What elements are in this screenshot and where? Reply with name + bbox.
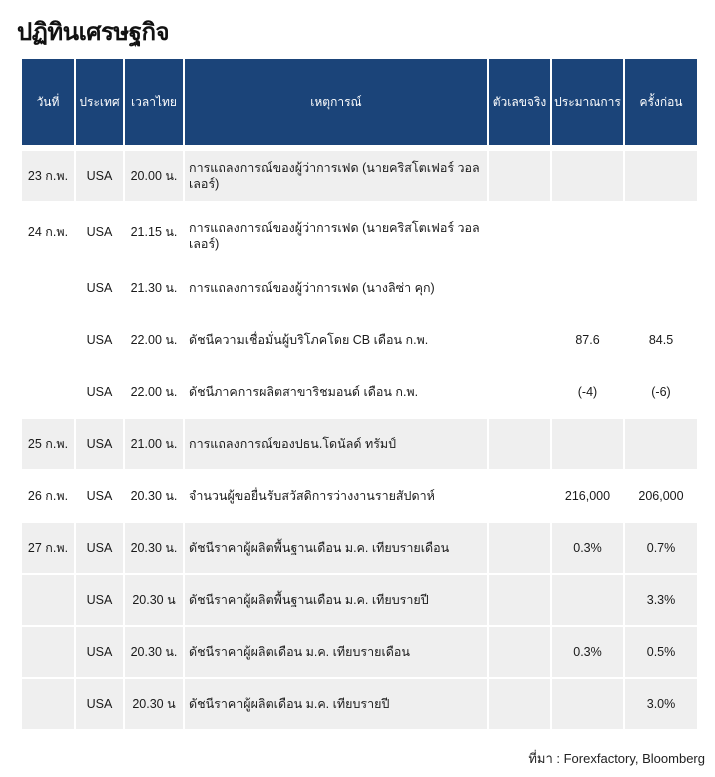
cell-forecast: (-4) — [551, 366, 624, 418]
cell-time: 20.30 น. — [124, 470, 184, 522]
header-country: ประเทศ — [75, 59, 124, 145]
header-event: เหตุการณ์ — [184, 59, 488, 145]
cell-country: USA — [75, 678, 124, 729]
cell-actual — [488, 262, 551, 314]
table-row — [22, 678, 697, 729]
cell-actual — [488, 150, 551, 202]
cell-previous — [624, 418, 697, 470]
cell-time: 20.30 น. — [124, 522, 184, 574]
cell-time: 22.00 น. — [124, 314, 184, 366]
table-row — [22, 202, 697, 262]
cell-event: การแถลงการณ์ของปธน.โดนัลด์ ทรัมป์ — [184, 418, 488, 470]
cell-event: ดัชนีภาคการผลิตสาขาริชมอนด์ เดือน ก.พ. — [184, 366, 488, 418]
cell-event: การแถลงการณ์ของผู้ว่าการเฟด (นางลิซ่า คุก) — [184, 262, 488, 314]
cell-previous: 0.7% — [624, 522, 697, 574]
cell-country: USA — [75, 314, 124, 366]
cell-time: 20.00 น. — [124, 150, 184, 202]
cell-forecast: 87.6 — [551, 314, 624, 366]
cell-event: ดัชนีราคาผู้ผลิตเดือน ม.ค. เทียบรายปี — [184, 678, 488, 729]
cell-country: USA — [75, 470, 124, 522]
cell-time: 20.30 น — [124, 678, 184, 729]
cell-actual — [488, 202, 551, 262]
cell-time: 22.00 น. — [124, 366, 184, 418]
header-date: วันที่ — [22, 59, 75, 145]
table-header-row — [22, 59, 697, 145]
cell-time: 20.30 น — [124, 574, 184, 626]
cell-forecast — [551, 678, 624, 729]
cell-forecast — [551, 262, 624, 314]
cell-event: ดัชนีราคาผู้ผลิตพื้นฐานเดือน ม.ค. เทียบรายเดือน — [184, 522, 488, 574]
cell-date — [22, 262, 75, 314]
table-row — [22, 314, 697, 366]
table-row — [22, 522, 697, 574]
cell-event: ดัชนีความเชื่อมั่นผู้บริโภคโดย CB เดือน ก.พ. — [184, 314, 488, 366]
cell-previous: 206,000 — [624, 470, 697, 522]
cell-event: ดัชนีราคาผู้ผลิตพื้นฐานเดือน ม.ค. เทียบรายปี — [184, 574, 488, 626]
cell-date — [22, 314, 75, 366]
cell-country: USA — [75, 366, 124, 418]
cell-actual — [488, 314, 551, 366]
cell-previous: 0.5% — [624, 626, 697, 678]
table-row — [22, 262, 697, 314]
cell-date: 27 ก.พ. — [22, 522, 75, 574]
cell-actual — [488, 574, 551, 626]
cell-date: 24 ก.พ. — [22, 202, 75, 262]
cell-event: ดัชนีราคาผู้ผลิตเดือน ม.ค. เทียบรายเดือน — [184, 626, 488, 678]
cell-previous: 3.3% — [624, 574, 697, 626]
cell-forecast: 216,000 — [551, 470, 624, 522]
cell-actual — [488, 470, 551, 522]
table-row — [22, 626, 697, 678]
cell-previous: (-6) — [624, 366, 697, 418]
cell-time: 21.15 น. — [124, 202, 184, 262]
cell-previous — [624, 202, 697, 262]
table-row — [22, 574, 697, 626]
cell-date: 23 ก.พ. — [22, 150, 75, 202]
cell-forecast — [551, 574, 624, 626]
cell-actual — [488, 626, 551, 678]
cell-time: 21.30 น. — [124, 262, 184, 314]
table-row — [22, 470, 697, 522]
header-time: เวลาไทย — [124, 59, 184, 145]
cell-date: 26 ก.พ. — [22, 470, 75, 522]
cell-previous: 3.0% — [624, 678, 697, 729]
cell-actual — [488, 522, 551, 574]
cell-forecast: 0.3% — [551, 522, 624, 574]
cell-event: การแถลงการณ์ของผู้ว่าการเฟด (นายคริสโตเฟอร์ วอลเลอร์) — [184, 202, 488, 262]
economic-calendar-table — [22, 59, 697, 729]
cell-previous — [624, 150, 697, 202]
cell-date — [22, 574, 75, 626]
cell-event: จำนวนผู้ขอยื่นรับสวัสดิการว่างงานรายสัปดาห์ — [184, 470, 488, 522]
cell-date — [22, 678, 75, 729]
table-row — [22, 366, 697, 418]
header-previous: ครั้งก่อน — [624, 59, 697, 145]
cell-date — [22, 366, 75, 418]
cell-country: USA — [75, 262, 124, 314]
cell-date: 25 ก.พ. — [22, 418, 75, 470]
cell-actual — [488, 366, 551, 418]
page-title: ปฏิทินเศรษฐกิจ — [17, 18, 170, 46]
cell-previous — [624, 262, 697, 314]
table-row — [22, 418, 697, 470]
header-forecast: ประมาณการ — [551, 59, 624, 145]
cell-time: 20.30 น. — [124, 626, 184, 678]
cell-actual — [488, 678, 551, 729]
cell-time: 21.00 น. — [124, 418, 184, 470]
cell-forecast: 0.3% — [551, 626, 624, 678]
cell-country: USA — [75, 202, 124, 262]
cell-previous: 84.5 — [624, 314, 697, 366]
cell-forecast — [551, 150, 624, 202]
cell-actual — [488, 418, 551, 470]
cell-country: USA — [75, 522, 124, 574]
cell-forecast — [551, 418, 624, 470]
cell-date — [22, 626, 75, 678]
cell-country: USA — [75, 418, 124, 470]
cell-forecast — [551, 202, 624, 262]
cell-country: USA — [75, 150, 124, 202]
cell-country: USA — [75, 626, 124, 678]
header-actual: ตัวเลขจริง — [488, 59, 551, 145]
table-row — [22, 150, 697, 202]
cell-country: USA — [75, 574, 124, 626]
source-note: ที่มา : Forexfactory, Bloomberg — [528, 751, 705, 766]
cell-event: การแถลงการณ์ของผู้ว่าการเฟด (นายคริสโตเฟอร์ วอลเลอร์) — [184, 150, 488, 202]
